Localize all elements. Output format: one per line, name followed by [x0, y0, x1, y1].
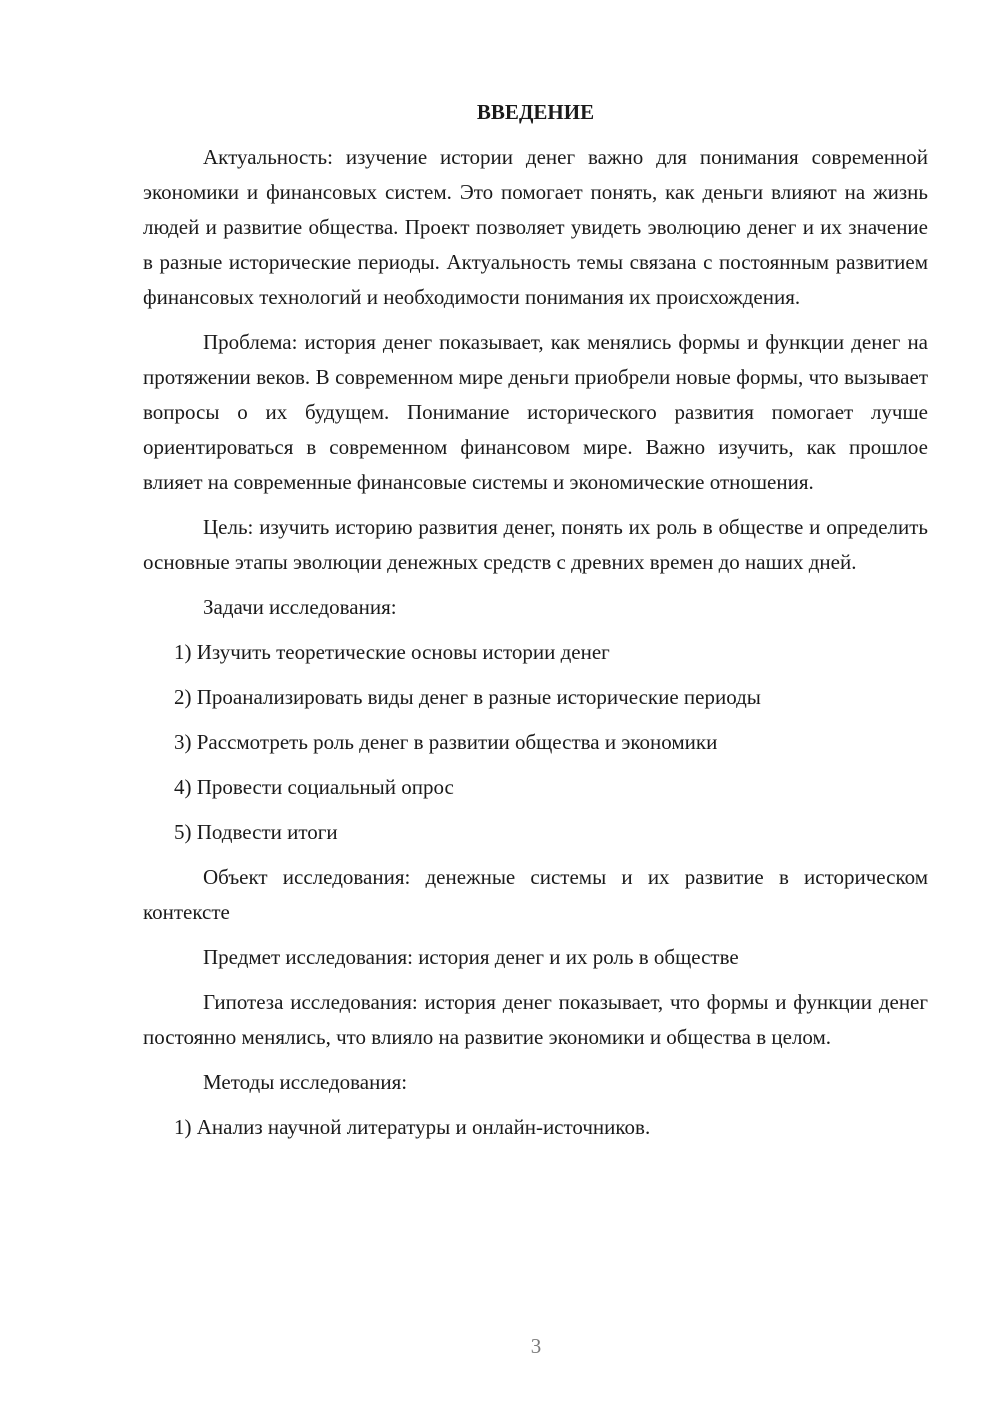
task-item: 2) Проанализировать виды денег в разные исторические периоды	[174, 685, 761, 709]
page-number: 3	[530, 1334, 542, 1358]
page-content	[143, 96, 928, 1155]
methods-heading: Методы исследования:	[203, 1070, 408, 1094]
section-title: ВВЕДЕНИЕ	[476, 100, 595, 124]
task-item: 5) Подвести итоги	[174, 820, 338, 844]
task-item: 4) Провести социальный опрос	[174, 775, 454, 799]
goal-paragraph: Цель: изучить историю развития денег, понять их роль в обществе и определить основные этапы эволюции денежных средств с древних времен до наших дней.	[143, 515, 928, 574]
object-paragraph: Объект исследования: денежные системы и их развитие в историческом контексте	[143, 865, 928, 924]
task-item: 1) Изучить теоретические основы истории денег	[174, 640, 610, 664]
task-item: 3) Рассмотреть роль денег в развитии общества и экономики	[174, 730, 718, 754]
subject-paragraph: Предмет исследования: история денег и их роль в обществе	[203, 945, 739, 969]
method-item: 1) Анализ научной литературы и онлайн-источников.	[174, 1115, 651, 1139]
problem-paragraph: Проблема: история денег показывает, как менялись формы и функции денег на протяжении веков. В современном мире деньги приобрели новые формы, что вызывает вопросы о их будущем. Понимание исторического развития помогает лучше ориентироваться в современном финансовом мире. Важно изучить, как прошлое влияет на современные финансовые системы и экономические отношения.	[143, 330, 928, 494]
hypothesis-paragraph: Гипотеза исследования: история денег показывает, что формы и функции денег постоянно менялись, что влияло на развитие экономики и общества в целом.	[143, 990, 928, 1049]
tasks-heading: Задачи исследования:	[203, 595, 397, 619]
relevance-paragraph: Актуальность: изучение истории денег важно для понимания современной экономики и финансовых систем. Это помогает понять, как деньги влияют на жизнь людей и развитие общества. Проект позволяет увидеть эволюцию денег и их значение в разные исторические периоды. Актуальность темы связана с постоянным развитием финансовых технологий и необходимости понимания их происхождения.	[143, 145, 928, 309]
